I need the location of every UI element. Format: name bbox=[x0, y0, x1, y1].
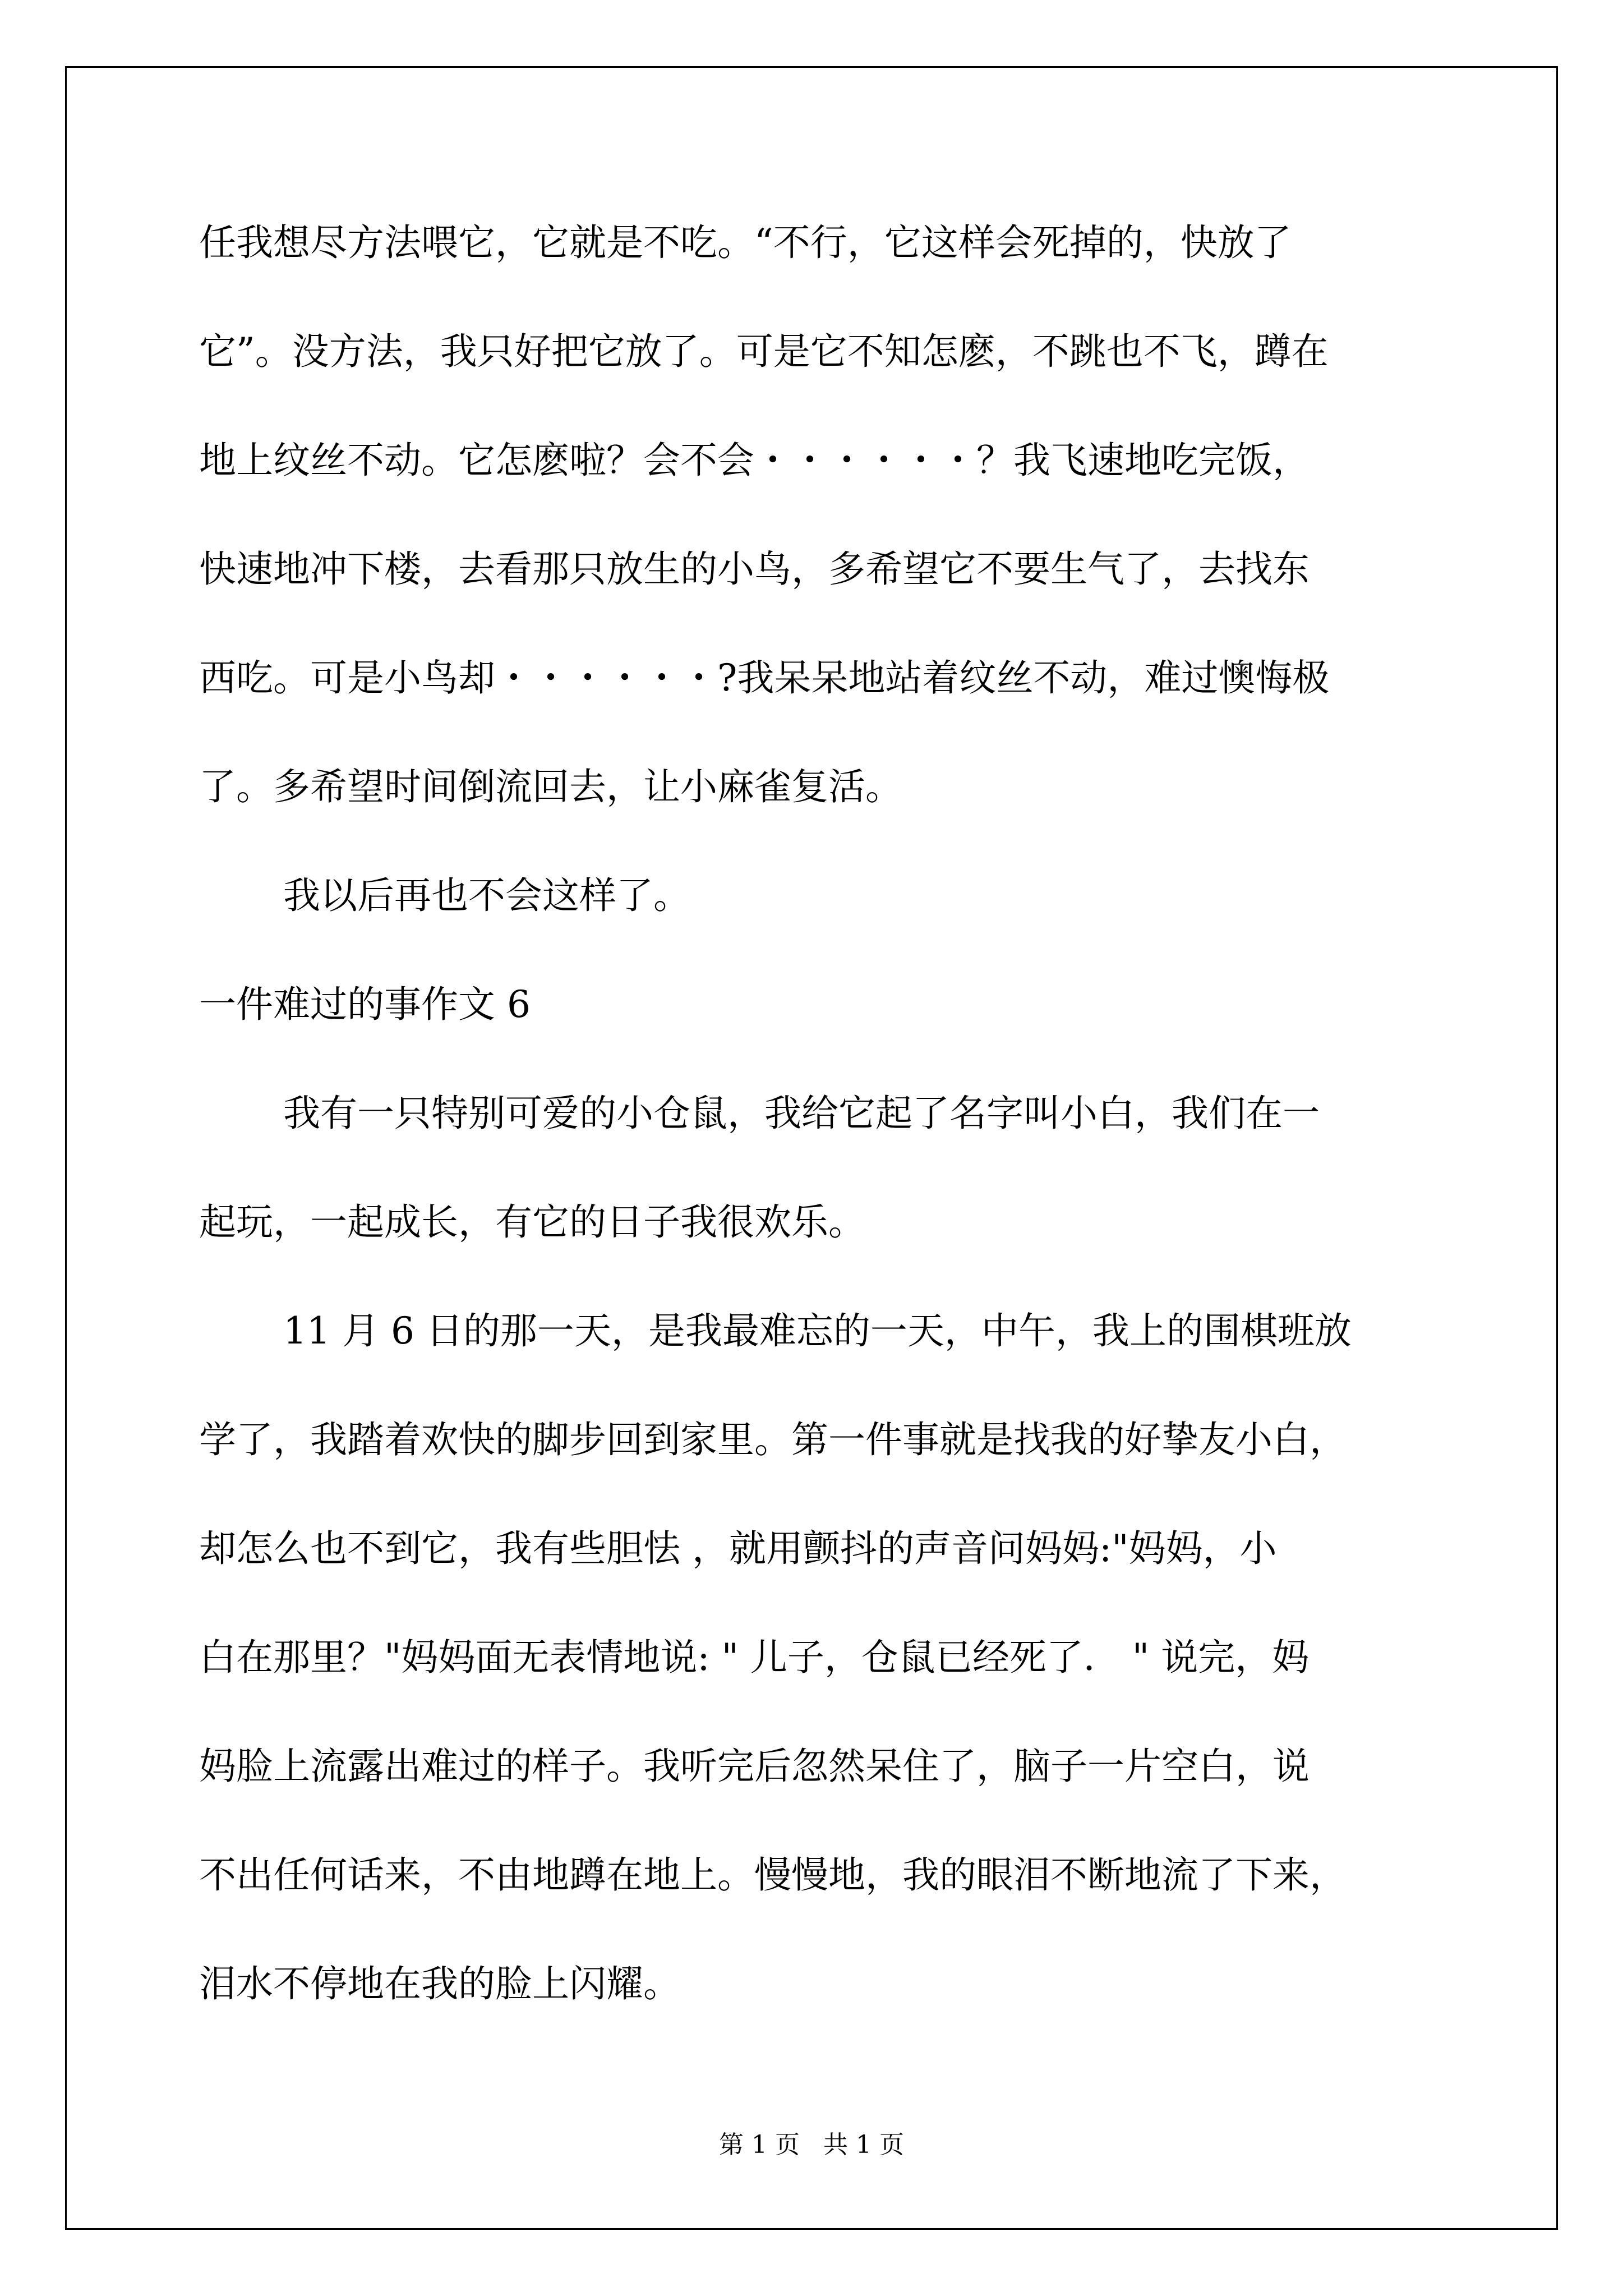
text-line: 妈脸上流露出难过的样子。我听完后忽然呆住了，脑子一片空白，说 bbox=[199, 1745, 1310, 1788]
paragraph-line: 11 月 6 日的那一天，是我最难忘的一天，中午，我上的围棋班放 bbox=[283, 1309, 1352, 1352]
text-line: 泪水不停地在我的脸上闪耀。 bbox=[199, 1962, 680, 2005]
paragraph-line: 我有一只特别可爱的小仓鼠，我给它起了名字叫小白，我们在一 bbox=[283, 1092, 1320, 1135]
text-line: 它”。没方法，我只好把它放了。可是它不知怎麽，不跳也不飞，蹲在 bbox=[199, 330, 1329, 373]
text-line: 了。多希望时间倒流回去，让小麻雀复活。 bbox=[199, 765, 902, 808]
text-line: 白在那里？"妈妈面无表情地说: " 儿子，仓鼠已经死了． " 说完，妈 bbox=[199, 1636, 1310, 1679]
paragraph-line: 我以后再也不会这样了。 bbox=[283, 874, 690, 917]
text-line: 地上纹丝不动。它怎麽啦？会不会・・・・・・？我飞速地吃完饭， bbox=[199, 439, 1310, 482]
text-line: 任我想尽方法喂它，它就是不吃。“不行，它这样会死掉的，快放了 bbox=[199, 221, 1292, 264]
page-footer: 第 1 页 共 1 页 bbox=[719, 2131, 904, 2159]
text-line: 不出任何话来，不由地蹲在地上。慢慢地，我的眼泪不断地流了下来， bbox=[199, 1853, 1347, 1897]
text-line: 却怎么也不到它，我有些胆怯 ，就用颤抖的声音问妈妈:"妈妈，小 bbox=[199, 1527, 1277, 1570]
section-heading: 一件难过的事作文 6 bbox=[199, 983, 531, 1026]
text-line: 学了，我踏着欢快的脚步回到家里。第一件事就是找我的好挚友小白， bbox=[199, 1418, 1347, 1461]
text-line: 西吃。可是小鸟却・・・・・・?我呆呆地站着纹丝不动，难过懊悔极 bbox=[199, 656, 1330, 700]
text-line: 快速地冲下楼，去看那只放生的小鸟，多希望它不要生气了，去找东 bbox=[199, 547, 1310, 591]
text-line: 起玩，一起成长，有它的日子我很欢乐。 bbox=[199, 1200, 865, 1244]
